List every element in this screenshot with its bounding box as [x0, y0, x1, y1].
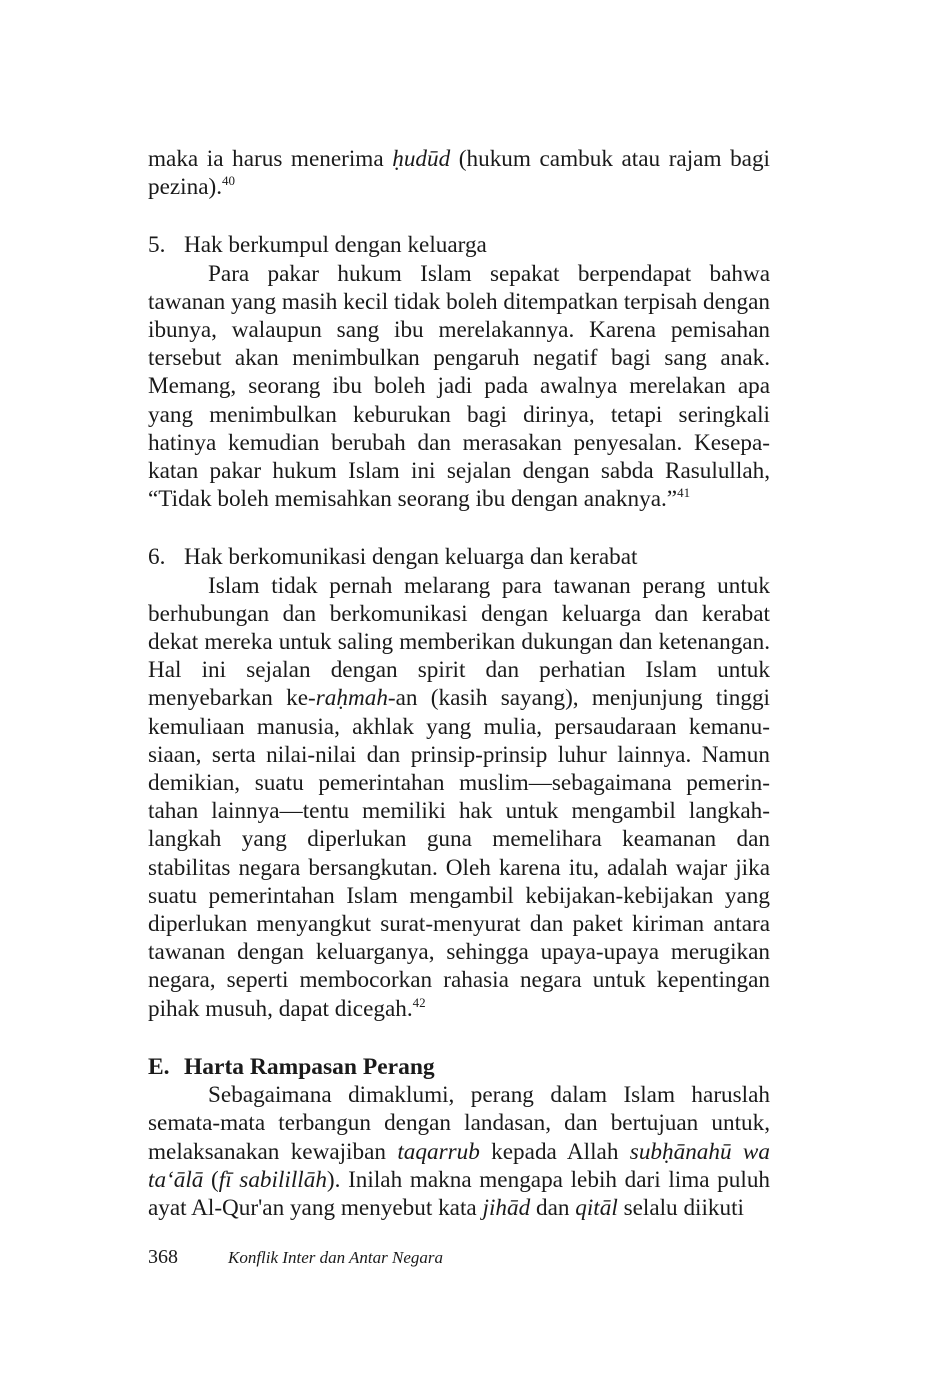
item-5-heading: [148, 231, 770, 259]
term-rahmah: raḥmah: [315, 685, 388, 712]
section-e-text-1: Sebagaimana dimaklumi, perang dalam Islam haruslah semata-mata terbangun dengan landasan, dan bertujuan untuk, melaksanakan kewajiban: [148, 1082, 770, 1165]
section-e-heading: [148, 1053, 770, 1081]
term-taqarrub: taqarrub: [397, 1138, 480, 1165]
item-6-heading: [148, 543, 770, 571]
section-e-text-3: (: [203, 1166, 219, 1193]
page-footer: [148, 1245, 770, 1270]
page-number: 368: [148, 1246, 178, 1268]
item-6-text-2: -an (kasih sayang), menjunjung tinggi kemuliaan manusia, akhlak yang mulia, persaudaraan kemanusiaan, serta nilai-nilai dan prinsip-prinsip luhur lainnya. Namun demikian, suatu pemerintahan muslim—sebagaimana pemerintahan lainnya—tentu memiliki hak untuk mengambil langkah-langkah yang diperlukan guna memelihara keamanan dan stabilitas negara bersangkutan. Oleh karena itu, adalah wajar jika suatu pemerintahan Islam mengambil kebijakan-kebijakan yang diperlukan menyangkut surat-menyurat dan paket kiriman antara tawanan dengan keluarganya, sehingga upaya-upaya merugikan negara, seperti membocorkan rahasia negara untuk kepentingan pihak musuh, dapat dicegah.: [148, 685, 770, 1022]
intro-paragraph: [148, 145, 770, 201]
term-hudud: ḥudūd: [392, 146, 451, 172]
footnote-ref-42[interactable]: 42: [412, 994, 426, 1010]
section-e-text-2: kepada Allah: [479, 1138, 630, 1165]
item-6-paragraph: [148, 572, 770, 1023]
running-title: Konflik Inter dan Antar Negara: [228, 1248, 444, 1267]
intro-text-1: maka ia harus menerima: [148, 146, 393, 172]
intro-text-2: (hukum cambuk atau rajam bagi pezina).: [148, 146, 770, 201]
item-6-text-1: Islam tidak pernah melarang para tawanan perang untuk berhubungan dan berkomunikasi dengan keluarga dan kerabat dekat mereka untuk saling memberikan dukungan dan ketenangan. Hal ini sejalan dengan spirit dan perhatian Islam untuk menyebarkan ke-: [148, 572, 770, 712]
section-e-text-6: selalu diikuti: [617, 1194, 744, 1221]
item-6: [148, 543, 770, 1022]
term-subhanahu: subḥānahū wa ta‘ālā: [148, 1138, 770, 1193]
item-6-title: Hak berkomunikasi dengan keluarga dan kerabat: [184, 544, 638, 571]
item-5-text: Para pakar hukum Islam sepakat berpendapat bahwa tawanan yang masih kecil tidak boleh ditempatkan terpisah dengan ibunya, walaupun sang ibu merelakannya. Karena pemisahan tersebut akan menimbulkan pengaruh negatif bagi sang anak. Memang, seorang ibu boleh jadi pada awalnya merelakan apa yang menimbulkan keburukan bagi dirinya, tetapi seringkali hatinya kemudian berubah dan merasakan penyesalan. Kesepakatan pakar hukum Islam ini sejalan dengan sabda Rasulullah, “Tidak boleh memisahkan seorang ibu dengan anaknya.”: [148, 260, 770, 513]
term-fi-sabilillah: fī sabilillāh: [218, 1166, 327, 1193]
item-6-number: 6.: [148, 544, 166, 571]
page-body: [148, 145, 770, 1222]
item-5-paragraph: [148, 260, 770, 514]
footnote-ref-40[interactable]: 40: [222, 173, 236, 189]
footnote-ref-41[interactable]: 41: [677, 485, 691, 501]
section-e-text-5: dan: [530, 1194, 576, 1221]
section-e-paragraph: [148, 1081, 770, 1222]
item-5-number: 5.: [148, 232, 166, 259]
section-e-title: Harta Rampasan Perang: [184, 1053, 435, 1080]
term-jihad: jihād: [482, 1194, 531, 1221]
item-5: [148, 231, 770, 513]
term-qital: qitāl: [575, 1194, 618, 1221]
section-e-letter: E.: [148, 1053, 170, 1080]
item-5-title: Hak berkumpul dengan keluarga: [184, 232, 487, 259]
section-e-text-4: ). Inilah makna mengapa lebih dari lima puluh ayat Al-Qur'an yang menyebut kata: [148, 1166, 771, 1221]
